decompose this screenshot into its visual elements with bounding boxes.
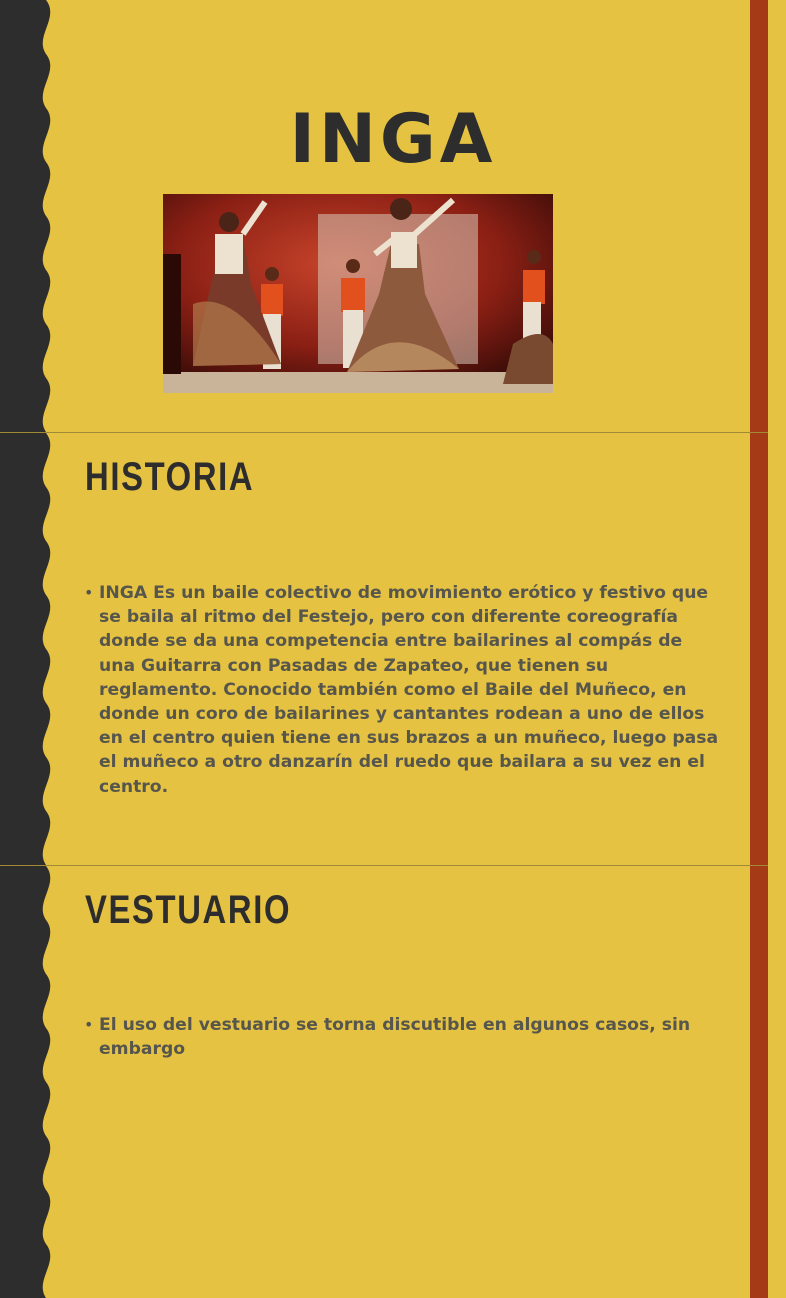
wave-border-decoration [0,433,60,865]
slide-historia [0,433,768,865]
accent-bar [750,433,768,865]
accent-bar [750,866,768,1298]
section-heading-historia: HISTORIA [85,455,255,499]
wave-border-decoration [0,0,60,432]
bullet-marker: • [84,583,94,602]
wave-border-decoration [0,866,60,1298]
dancers-photo [163,194,553,393]
vestuario-paragraph: El uso del vestuario se torna discutible en algunos casos, sin embargo [99,1015,691,1060]
bullet-marker: • [84,1015,94,1034]
slide-vestuario [0,866,768,1298]
section-heading-vestuario: VESTUARIO [85,888,292,932]
slide-title-text: INGA [289,100,497,179]
accent-bar [750,0,768,432]
slide-title [0,0,768,432]
historia-paragraph: INGA Es un baile colectivo de movimiento erótico y festivo que se baila al ritmo del Festejo, pero con diferente coreografía donde se da una competencia entre bailarines al compás de una Guitarra con Pasadas de Zapateo, que tienen su reglamento. Conocido también como el Baile del Muñeco, en donde un coro de bailarines y cantantes rodean a uno de ellos en el centro quien tiene en sus brazos a un muñeco, luego pasa el muñeco a otro danzarín del ruedo que bailara a su vez en el centro. [99,583,719,797]
